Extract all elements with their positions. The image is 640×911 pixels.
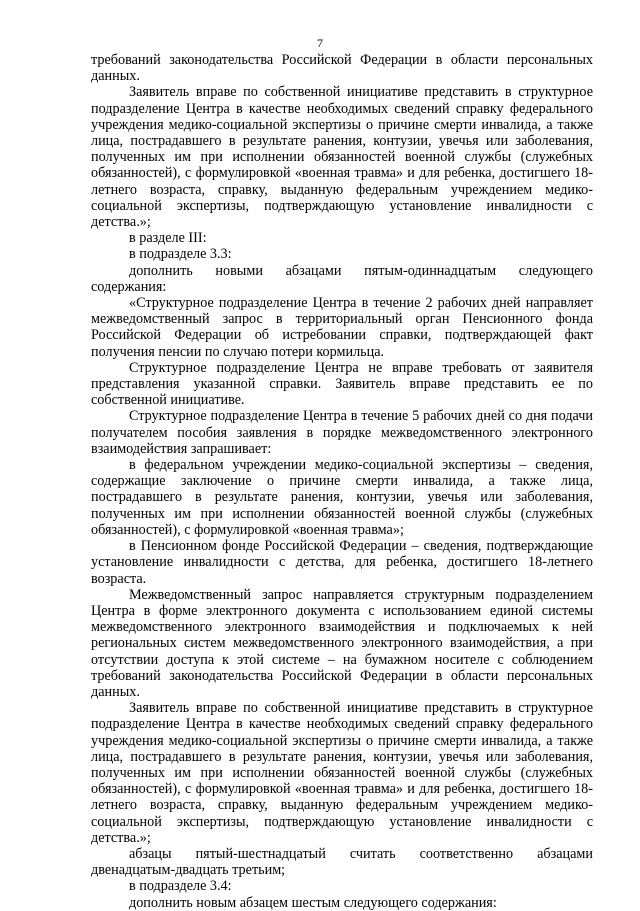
paragraph: Структурное подразделение Центра в течение 5 рабочих дней со дня подачи получателем пособия заявления в порядке межведомственного электронного взаимодействия запрашивает:: [91, 408, 593, 457]
paragraph: Структурное подразделение Центра не вправе требовать от заявителя представления указанной справки. Заявитель вправе представить ее по собственной инициативе.: [91, 359, 593, 409]
paragraph: Межведомственный запрос направляется структурным подразделением Центра в форме электронного документа с использованием единой системы межведомственного электронного взаимодействия и подключаемых к ней региональных систем межведомственного электронного взаимодействия, а при отсутствии доступа к этой системе – на бумажном носителе с соблюдением требований законодательства Российской Федерации в области персональных данных.: [91, 586, 593, 700]
paragraph: «Структурное подразделение Центра в течение 2 рабочих дней направляет межведомственный запрос в территориальный орган Пенсионного фонда Российской Федерации об истребовании справки, подтверждающей факт получения пенсии по случаю потери кормильца.: [91, 295, 593, 360]
paragraph: в подразделе 3.4:: [129, 878, 232, 895]
paragraph: в подразделе 3.3:: [129, 246, 232, 263]
page-number: 7: [317, 36, 323, 50]
paragraph: Заявитель вправе по собственной инициативе представить в структурное подразделение Центра в качестве необходимых сведений справку федерального учреждения медико-социальной экспертизы о причине смерти инвалида, а также лица, пострадавшего в результате ранения, контузии, увечья или заболевания, полученных им при исполнении обязанностей военной службы (служебных обязанностей), с формулировкой «военная травма» и для ребенка, достигшего 18-летнего возраста, справку, выданную федеральным учреждением медико-социальной экспертизы, подтверждающую установление инвалидности с детства.»;: [91, 84, 593, 231]
paragraph: в Пенсионном фонде Российской Федерации – сведения, подтверждающие установление инвалидности с детства, для ребенка, достигшего 18-летнего возраста.: [91, 538, 593, 587]
paragraph: требований законодательства Российской Федерации в области персональных данных.: [91, 52, 593, 85]
paragraph: в разделе III:: [129, 230, 207, 247]
paragraph: абзацы пятый-шестнадцатый считать соответственно абзацами двенадцатым-двадцать третьим;: [91, 845, 593, 879]
paragraph: в федеральном учреждении медико-социальной экспертизы – сведения, содержащие заключение о причине смерти инвалида, а также лица, пострадавшего в результате ранения, контузии, увечья или заболевания, полученных им при исполнении обязанностей военной службы (служебных обязанностей), с формулировкой «военная травма»;: [91, 457, 593, 538]
paragraph: Заявитель вправе по собственной инициативе представить в структурное подразделение Центра в качестве необходимых сведений справку федерального учреждения медико-социальной экспертизы о причине смерти инвалида, а также лица, пострадавшего в результате ранения, контузии, увечья или заболевания, полученных им при исполнении обязанностей военной службы (служебных обязанностей), с формулировкой «военная травма» и для ребенка, достигшего 18-летнего возраста, справку, выданную федеральным учреждением медико-социальной экспертизы, подтверждающую установление инвалидности с детства.»;: [91, 700, 593, 846]
paragraph: дополнить новыми абзацами пятым-одиннадцатым следующего содержания:: [91, 262, 593, 295]
paragraph: дополнить новым абзацем шестым следующего содержания:: [129, 894, 497, 911]
document-body: [91, 52, 593, 911]
